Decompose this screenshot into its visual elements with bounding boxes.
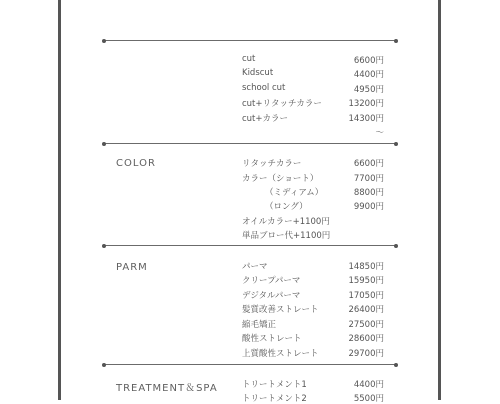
menu-item-name: 縮毛矯正 bbox=[242, 320, 277, 330]
menu-item-price: 28600円 bbox=[348, 334, 384, 344]
menu-item-name: トリートメント1 bbox=[242, 380, 307, 390]
menu-item-price: 15950円 bbox=[348, 276, 384, 286]
menu-item-price: 4400円 bbox=[353, 380, 384, 390]
menu-item-name: リタッチカラー bbox=[242, 159, 302, 169]
section-divider bbox=[104, 143, 396, 144]
menu-item-price: 17050円 bbox=[348, 291, 384, 301]
menu-item-price: 27500円 bbox=[348, 320, 384, 330]
menu-item-price: 7700円 bbox=[353, 174, 384, 184]
menu-item-name: 髪質改善ストレート bbox=[242, 305, 319, 315]
menu-item-price: 8800円 bbox=[353, 188, 384, 198]
menu-item-name: （ロング） bbox=[265, 202, 308, 212]
menu-item-price: 13200円 bbox=[348, 99, 384, 109]
menu-item-name: デジタルパーマ bbox=[242, 291, 301, 301]
section-title-parm: PARM bbox=[116, 262, 148, 273]
menu-item-price: 9900円 bbox=[353, 202, 384, 212]
section-divider bbox=[104, 364, 396, 365]
menu-item-name: cut+カラー bbox=[242, 114, 289, 124]
menu-item-price: 6600円 bbox=[353, 56, 384, 66]
tilde-mark: 〜 bbox=[375, 128, 384, 138]
menu-item-price: 4400円 bbox=[353, 70, 384, 80]
frame-right-border bbox=[438, 0, 441, 400]
menu-item-name: トリートメント2 bbox=[242, 394, 307, 404]
menu-item-price: 5500円 bbox=[353, 394, 384, 404]
menu-item-name: 単品ブロー代+1100円 bbox=[242, 231, 331, 241]
menu-item-name: 上質酸性ストレート bbox=[242, 349, 319, 359]
menu-item-price: 14850円 bbox=[348, 262, 384, 272]
section-title-color: COLOR bbox=[116, 158, 156, 169]
frame-left-border bbox=[58, 0, 61, 400]
menu-item-name: school cut bbox=[242, 83, 286, 93]
menu-item-price: 26400円 bbox=[348, 305, 384, 315]
menu-item-name: パーマ bbox=[242, 262, 268, 272]
menu-item-name: 酸性ストレート bbox=[242, 334, 302, 344]
menu-item-name: （ミディアム） bbox=[265, 188, 324, 198]
section-divider bbox=[104, 40, 396, 41]
menu-item-price: 29700円 bbox=[348, 349, 384, 359]
menu-item-price: 14300円 bbox=[348, 114, 384, 124]
menu-item-name: cut+リタッチカラー bbox=[242, 99, 322, 109]
section-divider bbox=[104, 245, 396, 246]
menu-item-name: クリープパーマ bbox=[242, 276, 301, 286]
menu-item-name: カラー（ショート） bbox=[242, 174, 319, 184]
menu-item-name: オイルカラー+1100円 bbox=[242, 217, 330, 227]
section-title-treatment: TREATMENT＆SPA bbox=[116, 383, 218, 394]
menu-item-name: Kidscut bbox=[242, 68, 274, 78]
menu-item-price: 6600円 bbox=[353, 159, 384, 169]
menu-item-name: cut bbox=[242, 54, 256, 64]
menu-item-price: 4950円 bbox=[353, 85, 384, 95]
